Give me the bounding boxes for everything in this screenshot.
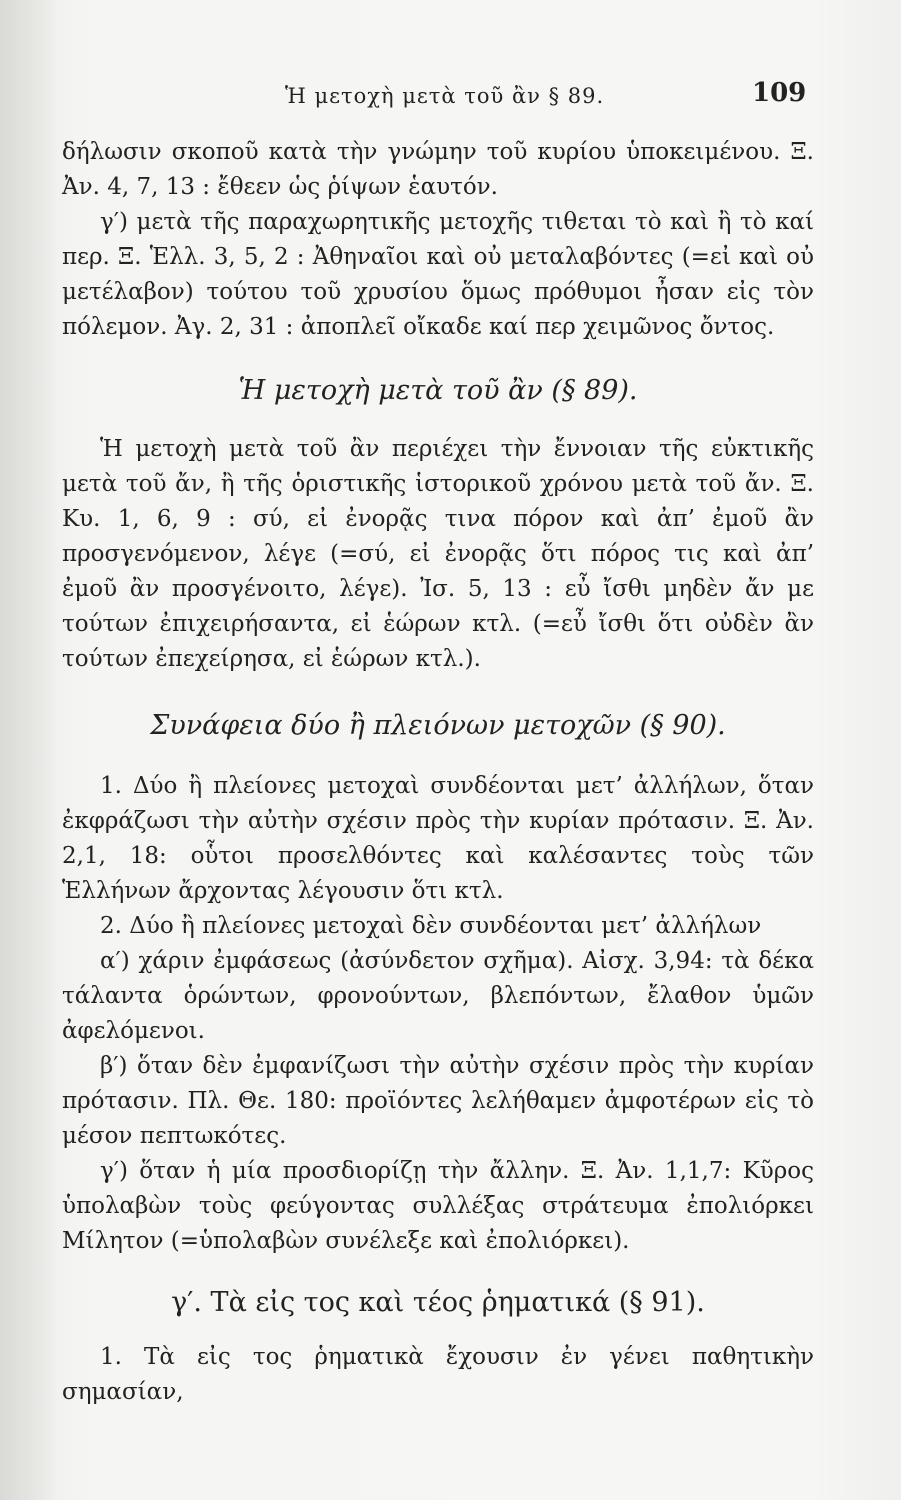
page-number: 109 xyxy=(752,78,807,108)
paragraph-90-2c: γ′) ὅταν ἡ μία προσδιορίζῃ τὴν ἄλλην. Ξ. Ἀν. 1,1,7: Κῦρος ὑπολαβὼν τοὺς φεύγοντας συλλέξας στράτευμα ἐπολιόρκει Μίλητον (=ὑπολαβὼν συνέλεξε καὶ ἐπολιόρκει). xyxy=(62,1158,814,1254)
paragraph-concessive-participle: γ′) μετὰ τῆς παραχωρητικῆς μετοχῆς τιθεται τὸ καὶ ἢ τὸ καί περ. Ξ. Ἑλλ. 3, 5, 2 : Ἀθηναῖοι καὶ οὐ μεταλαβόντες (=εἰ καὶ οὐ μετέλαβον) τούτου τοῦ χρυσίου ὅμως πρόθυμοι ἦσαν εἰς τὸν πόλεμον. Ἀγ. 2, 31 : ἀποπλεῖ οἴκαδε καί περ χειμῶνος ὄντος. xyxy=(62,209,814,340)
page-body xyxy=(62,135,814,1410)
paragraph-section-89: Ἡ μετοχὴ μετὰ τοῦ ἂν περιέχει τὴν ἔννοιαν τῆς εὐκτικῆς μετὰ τοῦ ἄν, ἢ τῆς ὁριστικῆς ἱστορικοῦ χρόνου μετὰ τοῦ ἄν. Ξ. Κυ. 1, 6, 9 : σύ, εἰ ἐνορᾷς τινα πόρον καὶ ἀπ’ ἐμοῦ ἂν προσγενόμενον, λέγε (=σύ, εἰ ἐνορᾷς ὅτι πόρος τις καὶ ἀπ’ ἐμοῦ ἂν προσγένοιτο, λέγε). Ἰσ. 5, 13 : εὖ ἴσθι μηδὲν ἄν με τούτων ἐπιχειρήσαντα, εἰ ἑώρων κτλ. (=εὖ ἴσθι ὅτι οὐδὲν ἂν τούτων ἐπεχείρησα, εἰ ἑώρων κτλ.). xyxy=(62,436,814,672)
section-heading-89: Ἡ μετοχὴ μετὰ τοῦ ἂν (§ 89). xyxy=(238,375,638,406)
paragraph-91-1: 1. Τὰ εἰς τος ῥηματικὰ ἔχουσιν ἐν γένει παθητικὴν σημασίαν, xyxy=(62,1344,814,1405)
paragraph-90-2b: β′) ὅταν δὲν ἐμφανίζωσι τὴν αὐτὴν σχέσιν πρὸς τὴν κυρίαν πρότασιν. Πλ. Θε. 180: προϊόντες λελήθαμεν ἀμφοτέρων εἰς τὸ μέσον πεπτωκότες. xyxy=(62,1053,814,1149)
paragraph-90-1: 1. Δύο ἢ πλείονες μετοχαὶ συνδέονται μετ’ ἀλλήλων, ὅταν ἐκφράζωσι τὴν αὐτὴν σχέσιν πρὸς τὴν κυρίαν πρότασιν. Ξ. Ἀν. 2,1, 18: οὗτοι προσελθόντες καὶ καλέσαντες τοὺς τῶν Ἑλλήνων ἄρχοντας λέγουσιν ὅτι κτλ. xyxy=(62,773,814,904)
running-head: Ἡ μετοχὴ μετὰ τοῦ ἂν § 89. xyxy=(285,84,605,108)
paragraph-continuation: δήλωσιν σκοποῦ κατὰ τὴν γνώμην τοῦ κυρίου ὑποκειμένου. Ξ. Ἀν. 4, 7, 13 : ἔθεεν ὡς ῥίψων ἑαυτόν. xyxy=(62,139,814,200)
section-heading-90: Συνάφεια δύο ἢ πλειόνων μετοχῶν (§ 90). xyxy=(150,710,726,741)
section-heading-91: γ′. Τὰ εἰς τος καὶ τέος ῥηματικά (§ 91). xyxy=(171,1287,705,1318)
page-gutter-shadow xyxy=(0,0,58,1500)
paragraph-90-2: 2. Δύο ἢ πλείονες μετοχαὶ δὲν συνδέονται μετ’ ἀλλήλων xyxy=(100,913,762,939)
paragraph-90-2a: α′) χάριν ἐμφάσεως (ἀσύνδετον σχῆμα). Αἰσχ. 3,94: τὰ δέκα τάλαντα ὁρώντων, φρονούντων, βλεπόντων, ἔλαθον ὑμῶν ἀφελόμενοι. xyxy=(62,948,814,1044)
page-header xyxy=(0,78,901,118)
